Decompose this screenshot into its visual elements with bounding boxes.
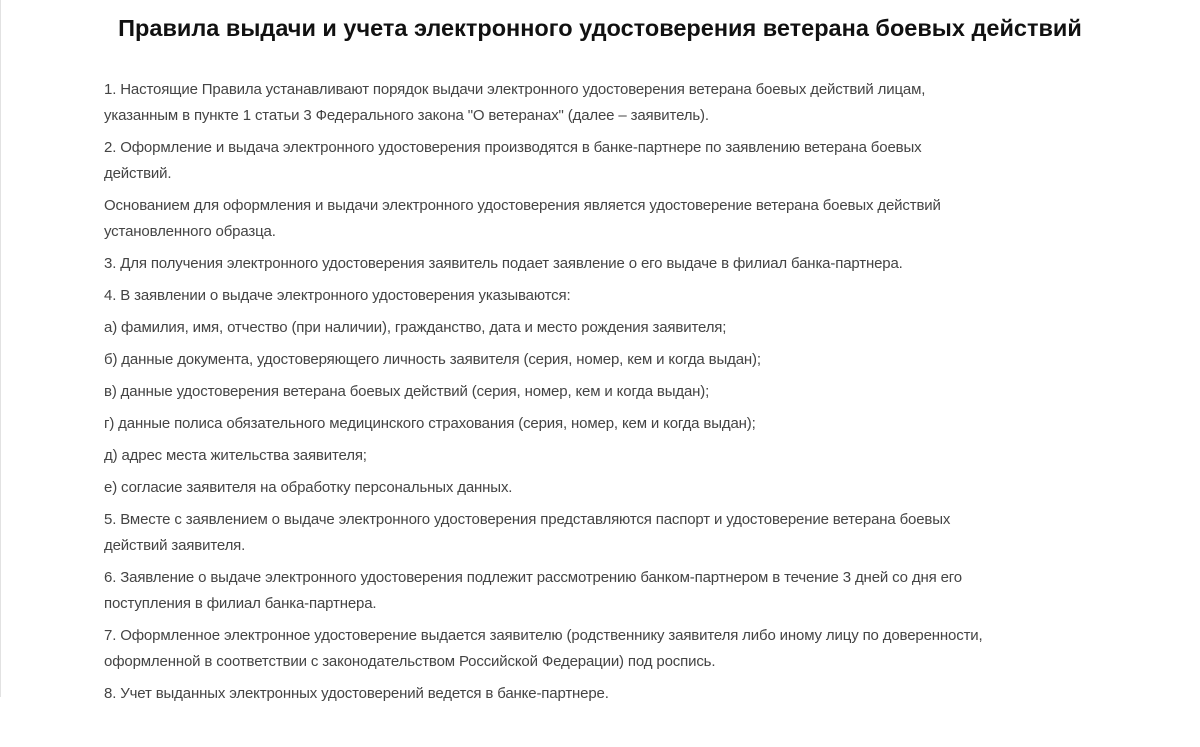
paragraph-line: в) данные удостоверения ветерана боевых действий (серия, номер, кем и когда выдан); — [104, 383, 710, 400]
paragraph-line: 8. Учет выданных электронных удостоверений ведется в банке-партнере. — [104, 685, 609, 702]
paragraph — [104, 315, 1104, 341]
paragraph-line: г) данные полиса обязательного медицинского страхования (серия, номер, кем и когда выдан); — [104, 415, 756, 432]
paragraph-line: 6. Заявление о выдаче электронного удостоверения подлежит рассмотрению банком-партнером в течение 3 дней со дня его — [104, 569, 962, 586]
paragraph — [104, 77, 1104, 129]
paragraph-line: поступления в филиал банка-партнера. — [104, 595, 377, 612]
paragraph-line: а) фамилия, имя, отчество (при наличии), гражданство, дата и место рождения заявителя; — [104, 319, 727, 336]
paragraph-line: оформленной в соответствии с законодательством Российской Федерации) под роспись. — [104, 653, 716, 670]
paragraph — [104, 251, 1104, 277]
paragraph-line: д) адрес места жительства заявителя; — [104, 447, 367, 464]
paragraph — [104, 347, 1104, 373]
paragraph-line: Основанием для оформления и выдачи электронного удостоверения является удостоверение ветерана боевых действий — [104, 197, 941, 214]
paragraph — [104, 283, 1104, 309]
paragraph-line: 2. Оформление и выдача электронного удостоверения производятся в банке-партнере по заявлению ветерана боевых — [104, 139, 922, 156]
paragraph — [104, 623, 1104, 675]
paragraph-line: 5. Вместе с заявлением о выдаче электронного удостоверения представляются паспорт и удостоверение ветерана боевых — [104, 511, 951, 528]
paragraph — [104, 443, 1104, 469]
paragraph — [104, 193, 1104, 245]
paragraph-line: е) согласие заявителя на обработку персональных данных. — [104, 479, 513, 496]
paragraph — [104, 379, 1104, 405]
page-title: Правила выдачи и учета электронного удостоверения ветерана боевых действий — [118, 15, 1082, 41]
paragraph-line: действий заявителя. — [104, 537, 246, 554]
paragraph-line: указанным в пункте 1 статьи 3 Федерального закона "О ветеранах" (далее – заявитель). — [104, 107, 709, 124]
paragraph-line: 4. В заявлении о выдаче электронного удостоверения указываются: — [104, 287, 571, 304]
paragraph-line: 7. Оформленное электронное удостоверение выдается заявителю (родственнику заявителя либо иному лицу по доверенности, — [104, 627, 983, 644]
paragraph-line: 3. Для получения электронного удостоверения заявитель подает заявление о его выдаче в филиал банка-партнера. — [104, 255, 903, 272]
paragraph — [104, 135, 1104, 187]
paragraph — [104, 681, 1104, 707]
paragraph-line: действий. — [104, 165, 172, 182]
paragraph — [104, 475, 1104, 501]
paragraph-line: 1. Настоящие Правила устанавливают порядок выдачи электронного удостоверения ветерана боевых действий лицам, — [104, 81, 926, 98]
paragraph — [104, 411, 1104, 437]
paragraph-line: б) данные документа, удостоверяющего личность заявителя (серия, номер, кем и когда выдан); — [104, 351, 761, 368]
document-body — [104, 77, 1104, 713]
paragraph — [104, 565, 1104, 617]
paragraph — [104, 507, 1104, 559]
paragraph-line: установленного образца. — [104, 223, 276, 240]
page-left-border — [0, 0, 1, 697]
